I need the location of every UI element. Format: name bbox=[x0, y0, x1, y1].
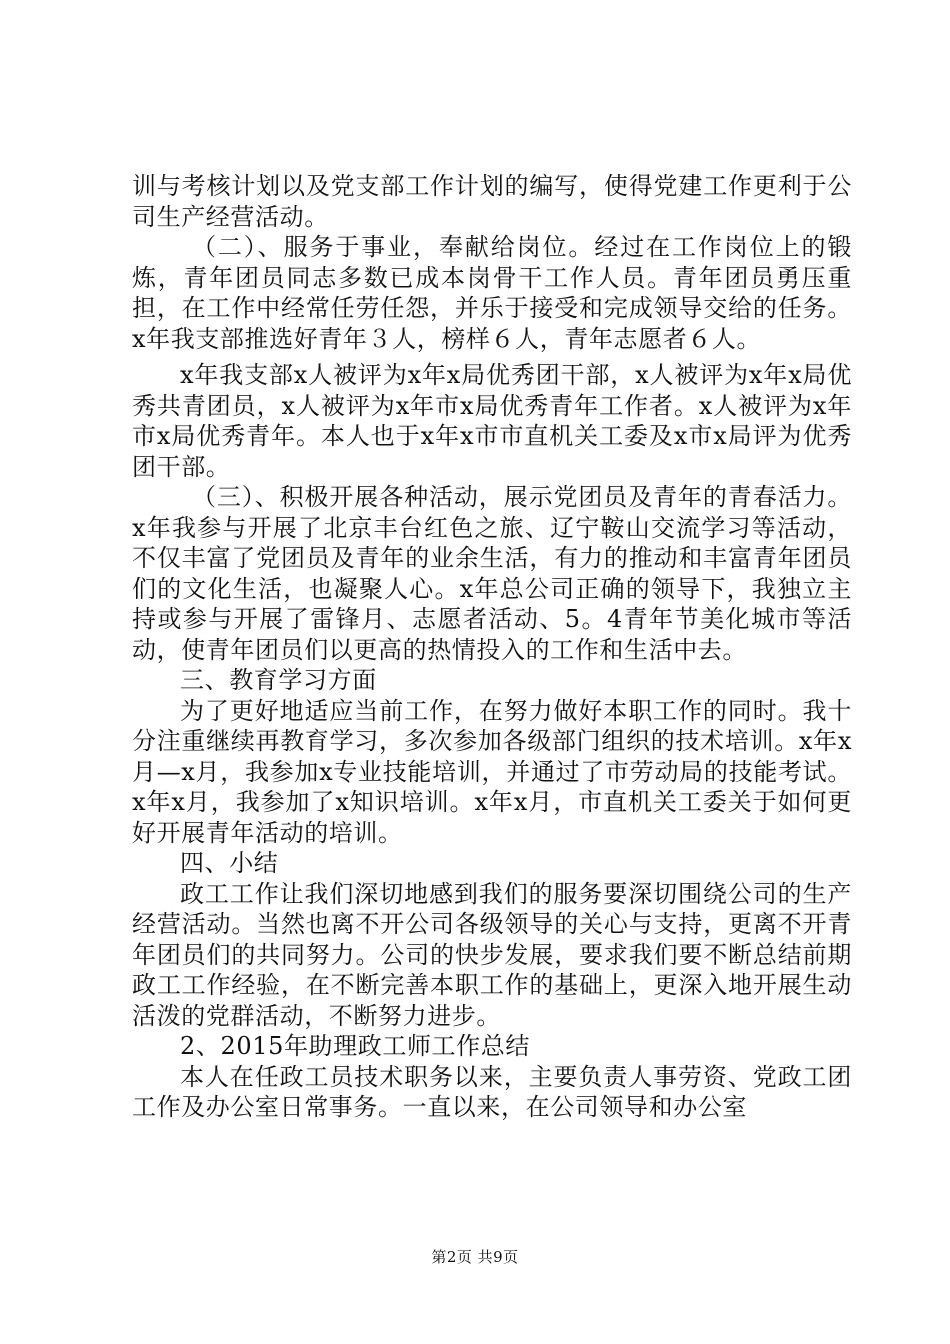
paragraph-awards: x年我支部x人被评为x年x局优秀团干部，x人被评为x年x局优秀共青团员，x人被评为x年市x局优秀青年工作者。x人被评为x年市x局优秀青年。本人也于x年x市市直机关工委及x市x局评为优秀团干部。 bbox=[132, 361, 852, 481]
paragraph-2015-summary: 本人在任政工员技术职务以来，主要负责人事劳资、党政工团工作及办公室日常事务。一直以来，在公司领导和办公室 bbox=[132, 1062, 852, 1121]
paragraph-section-two: （二）、服务于事业，奉献给岗位。经过在工作岗位上的锻炼，青年团员同志多数已成本岗骨干工作人员。青年团员勇压重担，在工作中经常任劳任怨，并乐于接受和完成领导交给的任务。x年我支部推选好青年３人，榜样６人，青年志愿者６人。 bbox=[132, 233, 852, 353]
paragraph-education: 为了更好地适应当前工作，在努力做好本职工作的同时。我十分注重继续再教育学习，多次参加各级部门组织的技术培训。x年x月—x月，我参加x专业技能培训，并通过了市劳动局的技能考试。x年x月，我参加了x知识培训。x年x月，市直机关工委关于如何更好开展青年活动的培训。 bbox=[132, 696, 852, 847]
page-number: 第2页 bbox=[431, 1248, 473, 1266]
page-total: 共9页 bbox=[477, 1248, 519, 1266]
heading-education: 三、教育学习方面 bbox=[180, 666, 377, 694]
paragraph-summary: 政工工作让我们深切地感到我们的服务要深切围绕公司的生产经营活动。当然也离不开公司各级领导的关心与支持，更离不开青年团员们的共同努力。公司的快步发展，要求我们要不断总结前期政工工作经验，在不断完善本职工作的基础上，更深入地开展生动活泼的党群活动，不断努力进步。 bbox=[132, 879, 852, 1030]
document-body bbox=[132, 171, 852, 1123]
heading-2015-summary: 2、2015年助理政工师工作总结 bbox=[180, 1032, 530, 1060]
paragraph-section-three: （三）、积极开展各种活动，展示党团员及青年的青春活力。x年我参与开展了北京丰台红色之旅、辽宁鞍山交流学习等活动，不仅丰富了党团员及青年的业余生活，有力的推动和丰富青年团员们的文化生活，也凝聚人心。x年总公司正确的领导下，我独立主持或参与开展了雷锋月、志愿者活动、5。4青年节美化城市等活动，使青年团员们以更高的热情投入的工作和生活中去。 bbox=[132, 483, 852, 664]
heading-summary: 四、小结 bbox=[180, 849, 279, 877]
page-footer bbox=[0, 1246, 950, 1267]
paragraph-continuation: 训与考核计划以及党支部工作计划的编写，使得党建工作更利于公司生产经营活动。 bbox=[132, 172, 852, 231]
